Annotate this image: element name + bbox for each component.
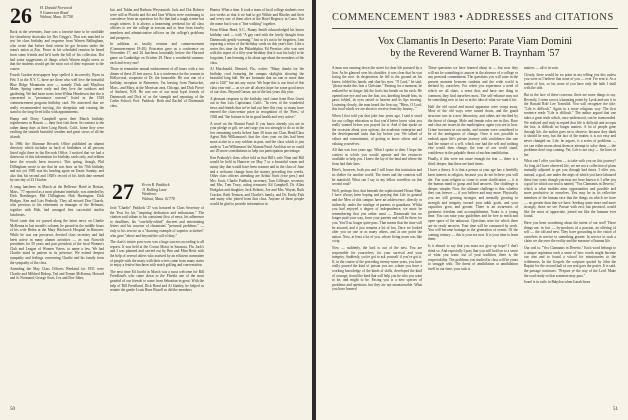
left-page	[0, 0, 312, 420]
paragraph: What can I offer you then — to take with you on this journey? As long as I have observed life, we are not a collection of plans mutually adjusted to get you through bad times. I offer you, instead, a goal, one under the aegis of which you have laboured these four years though you may not have known it. I offer you a goal for which our seal is named, "Vox Clamantis in Deserto," which is what enables aims opportunities and possible and more productive in ourselves. You may be in its reflective members of the human race that the things on which we have — no greater than that we have. Seeking some more and more strongly, those we see. Pursue with zest, but persisted, would like the most of appreciate, joined me like the humans ever found.	[524, 159, 616, 219]
paragraph: These questions we have learned about in — but now they will not be something to answer in the absence of a college or any personal commitment. The questions you will raise in the present moment between students and the wide world is defined by ourselves. For when you experience a need of which we all share, a sense that, and have one thing in common, they find ourselves most. The self-reliance may not be something new in fact or at the idea of what we want it for.	[428, 66, 518, 103]
running-header: COMMENCEMENT 1983 • ADDRESSES and CITATIONS	[332, 12, 614, 23]
paragraph: Half the old social and moral apparatus were swept away. Most of the old ways were turned down, and the grand structure was in a new laboratory, and others are terrified by the threat of change. Mole and female roles are in flux. Race and class are issues in the marketplace, again you see in how. Crime increases in our midst, and women were considered to be of the ambiguous of change. Once it was possible to embark upon life's private journey with confidence that one had the nature of a self, which one had the self and nothing else would then change, the tone of our world stand, confidence in the palpable threat of nuclear annihilation.	[428, 104, 518, 155]
paragraph: A word on the Alumni Fund: If you know already you are in your pledge or gift, we can't urge you too strongly to do so in the few remaining weeks before June 30 from our Class Head/Class Agent Bob Williamson's that the class year on this had been more active in a way seldom in past, and the class which is just aside to 'Lou Williamson' the Alumni Fund. And that we so could use 29 more contributions to help our participation percentage.	[210, 121, 304, 154]
paragraph: Our seal is: "Vox Clamantis in Deserto." Each word belongs to a unique aspiration each a sense of how words might become our aim and to found a school for missionaries to the wilderness. In the Gospels the scripture quoted by John the Baptist for the second half of our seal goes the poster. It is said, the passage continues: "Prepare ye the way of the Lord. Make the road ready so that someone may pass."	[524, 245, 616, 278]
paragraph: Back in the seventies, June was a favorite time to be available for strawberry shortcake for Des Griggs's. That was matched to test for class birthday and response from Warren Ballingham, who wrote that before final retreat he got lectures under the team's union at Zoo. Peace in his scheduled reunion he heard from some friends and he'd trade the hill of his collection. Dot had some suggestions of things which Warren might stress so that the students would get the most out of their exposure to the course.	[10, 30, 104, 71]
paragraph: Finally, if this were not cause enough for fear — there is a third, deeper, that these are hard times.	[428, 157, 518, 166]
paragraph: A man was running down the street for dear life pursued by a lion. As he glanced over his shoulder, it was clear that he was losing the race. In desperation, he fell to the ground on his knees, folded his hands, and shut his eyes. "O Lord," he said, "please make this lion a Christian." Pausing for a moment, he realized he no longer felt the lion's hot breath on his neck. He opened one eye and saw the lion, too, kneeling beside him, its paws folded, its eyes raised to heaven and its lips moving. Listening closely, the man heard the lion say, "Bless, O Lord, this food which we are about to receive from thy bounty..."	[332, 66, 422, 112]
column-1	[10, 30, 104, 400]
class-secretary-address-27: Ervin R. Paddock 11 Rolling Lane Westboro Walnut, Mass. 01778	[142, 183, 175, 202]
paragraph: When I first told you that joke four years ago, I said it stood for our college education so that you'd better know what you really wanted before you prayed for it. And if that spoke on the occasion about your options, the academic enterprise and the developmental tasks that lay before you. We talked of values and commitment, of getting to know others and of valuing yourselves.	[332, 113, 422, 146]
paragraph: matters — all is in vain.	[524, 66, 559, 70]
paragraph: I have a theory. It is that a person at your age has a fearfully keen interest in religion, because you do not believe you will die. You want religion to come to some clarification — it is the human mind to grasp and find answers. Our challenge is deeper, simpler. Now, the ultimate challenge is this: whether they can forever — if you believe and may more. Physically you are still growing stronger, and mentally growing in strength and integrity toward your adult goals, and your capacities grow and greater. There is an awareness of greatness freedom and accomplishment. Yours is a young time. You can raise your guidelines and be free to reach and open space of the unknown. Questions arise for which there are no ready answers. Your time will be consumed by work. You will become homage to the generation of events. Of the coming century — this is your era now. It is your time to learn them.	[428, 168, 518, 242]
paragraph: In addition, as faculty reunion and commencement (Commencement 18-20), Princeton gave us a conference on November 17, and 26 luncheon honorably before the Harvard game on Cambridge on October 29. Have a wonderful summer, each and every one!	[110, 42, 204, 65]
column-2	[428, 66, 518, 404]
paragraph: Fourth Gordon newspapers kept spelled it incorrectly. Ryan in Feb. 5 in the N.Y. C. there are those who well love the beautiful Blue Ridge Mountains now — namely Dick and Mayflora Maier. Spring comes early and they love the outdoors and gardening. We had more notes from Wilma Henderson that she is concerned to "pronounce concern" listed in the 1929 commencement program birthday card. We answered that we really recommended moving, the sheepskin and rotating the stand to the long-lived folks with appointments.	[10, 73, 104, 115]
paragraph: A snug luncheon in March at the Bellevue Hotel in Boston, Mass., '77 reported as a most pleasant interlude, was attended by Dick Bomberger, Phil Dillingham, Hub Harrington, Dick Hodges, Ken and Lois Peabody. They all missed Don Church, who previous to his retirement as manager of the Belmont, together with Hub, had arranged first successful similar luncheons.	[10, 185, 104, 217]
paragraph: Here's, however, both you and I will leave this institution and its shelter for another world. The times and the contexts will be manifold. What can I say to my fellow travellers on this second road?	[332, 168, 422, 187]
column-1	[332, 66, 422, 404]
header-rule	[332, 28, 618, 29]
title-byline: by the Reverend Warner B. Traynham '57	[390, 48, 560, 59]
paragraph: In 1960, the Alumnae Records Office published an alumni directory which includes us back of birthdates of all persons listed right there in the Records Office. I noticed that we had a dozen out of this information for birthday cards only, and seldom have the records been incorrect. This spring, though, Phil Dillingham wrote to me that he was born on his 70th birthday and not yet 1985 was his heading again on Easter Sunday, and also that his second and 1920's record of his birth date seemed by one day of 23 October.	[10, 141, 104, 183]
paragraph: A pleasant response to the birthday card came from Ross Guest out in San Luis Capistrano, Calif.: "In view of the wonderful news and friends that we've had out here this year, so many have entered the class-senior prize in recognition of the 'Fires,' of 1928 and "the fortune to be in good health and very active."	[210, 96, 304, 120]
paragraph: Word came that we passed along the latest news on Charlie McKenna in last month's column, he passed in the middle hours of his wife Helen at the Mary Hitchcock Hospital in Hanover. While he was our precursor, devoted class secretary and had been active in many alumni activities — as was Norwich presidents for 50 years and past president of the local Women's Club and League of Women Voters, to name a few. We had Charlie mind in pattern in its presence. We extend deepest sympathy and feelings concerning Charlie and his family from the sympathy of the class.	[10, 219, 104, 265]
paragraph: Those in remember annual endorsement of all hours with a two dinner of these 25 feet across. It is a conference for the women in Hollywood, cooperate of Dr. the honorable. He was one of a birthday reception in Parmenter, I'm leaving from Nantucket, Mass., and Mary, at the Morrison area, Chicago, and Dick Pierce of Amherst, N.H. He was one of our most loyal friends of Dartmouth and Dick of us the strength and reporting of the Carlin School, Prof. Paddock. Both and Rachel of Dartmouth class.	[110, 67, 204, 108]
paragraph: Clearly, there would be no point in my telling you this unless you were as I believe that none of you — ever I've sent it. As a matter of fact, so far, none of you have only the faith I shall with the title.	[524, 72, 616, 91]
title-line-1: Vox Clamantis In Deserto: Parate Viam Domini	[377, 36, 573, 47]
paragraph: Al Macdonald, Olmsted, Fla., writes: "Many thanks for the birthday card featuring the campus skylights showing the beautiful long hall. We are fortunate that no one or more than one is 102!" but not any worse. We hope this is our final of this class year end — as we are all always hope for some good news of our class. Beyond Caesar, not of the last years this year.	[210, 67, 304, 95]
paragraph: Attending the May Class Officers Weekend for 1951 were Charlie and Mildred Bishop, Ted and Tennie McKenna, Howard and Jo Normand, George Scott, Les and Doe Taber,	[10, 267, 104, 281]
paragraph: The next time Ed Jacobi in March was a most welcome for Bill Freedland's who came down to the Florida one of the most grateful of our friends to come from Sebastian in great. With the help of Bill Freedland, Dick Bond and Al Stanley, he helped us reunite the gentle Louis Horn Bissell as did the members	[110, 269, 204, 293]
article-title	[336, 36, 614, 60]
paragraph: All that was four years ago. What I spoke to then, I hope the context in which you would operate and the resources available to help you. I knew the lay of the land and where the lions had their lairs.	[332, 148, 422, 166]
paragraph: Hunter. What a time. It took a team of local college students over two weeks so that it we had to get Wilkie and Rhodes and their and every one of them alive at the Hotel Regency in Cairo. Not the name but it was a "fine walking" together.	[210, 8, 304, 26]
class-number-27: 27	[112, 179, 134, 204]
page-number: 50	[10, 407, 15, 412]
column-3	[524, 66, 616, 404]
paragraph: Ken Peabody's class office told us that Bill's wife Nina and Bill would be held in Hanover on May 7 to a beautiful warm and sunny day that would have been warmer and in the class of June and a welcome change from the stormy preceding few weeks. Other class officers attending are Arthur Scott (vice pres.) and Mrs. Scott; Charlie Paddock, secretary; Tom Gillespie, secretary and Mrs. Tom Tracy, acting treasurer; Ed Campbell, Dr. Allan Hodgdon and daughter; Jack Roberts, Joe and Mrs. Wayne, Ruth Cracker, Ruth Tenison, and Charlie's family, and Dr. Emily Fish and many who joined from that class. Anyone of these people would be glad to provide information in	[210, 155, 304, 206]
paragraph: From Hilton Head, S.C., Bunny Smith acknowledged his honor birthday card — with "A gay card with the lovely thought from Dartmouth; gently warming." Just so it's not to be forgotten, I am reporting a series of the birthday cards on this year's line. Like a series this time for the Philadelphia. Ed Prentice, who was sent with the report of a fifty-year-birthday (but it was his lady) to be forgotten, I am learning a lot about age about the members of the class.	[210, 28, 304, 65]
paragraph: but, and Tubba and Barbara Weysmouth. Jack and Dot Roberts were still in Florida and Art and Jane Wilson were continuing to convalesce from an operation for Art that had a tough winter but rough winters. It is always a heartening weekend for all class officers to see the college in session and to hear from faculty members and administrative officers on the college's problems and prospects.	[110, 8, 204, 40]
paragraph: Well, perhaps first, that beneath the sophisticated House Man, I have always been hoping and praying that Life in general and the Men of this campus have an adolescence, directly or indirectly, under the tutelage of parents or guardians. Whilst you had enjoyed a degree of independence, we must be remembering that you rather must — Dartmouth has no longer paid your way, from your parents and will be there for you. You'll no longer quite pass. That means that the time will be assured, and it just remains a lot of fun. Once we looked after you on one or as many others, and at one point the nation. Now, at least a lot of you, whose living room was like a trip.	[332, 188, 422, 244]
class-secretary-address-26: H. Donald Norwood 9 Gamerson Road Walnut, Mass. 01758	[40, 6, 73, 20]
page-number: 51	[613, 407, 618, 412]
right-page	[316, 0, 628, 420]
paragraph: But in the face of these concerns, there are some things to say. Recently, I came across a haunting poem by Lyrik and saw it in the Ronald Rolf Lee Transfild. You will recognize the title: "Life is difficult." Again in a more religious way. The first sentence reads "Life is difficult." The author argued that one takes a great truth which, once understood, can be transcended. We realized and truly accepted that life is difficult and accepts the fact, is difficult no longer matters. A lot of people gone through life, the author goes on to observe, because they think it should be easy, but the fact of the matter, it is not easy and never changed on. Life, he argues, is a series of problems — we can either moan about them or attempt to solve them — the problems don't stop coming. Yet, Life is not easy — the lines of her.	[524, 92, 616, 157]
paragraph: Is it absurd to say that you must not give up hope? I don't think so. And especially I pray that you will hold on to a sense of what you want: out of your tradition, there is the respectability. The problems you studied in class will be yours to struggle with. The threat of annihilation or annihilation itself in our time, your task is	[428, 243, 518, 271]
column-2-bottom	[110, 206, 204, 402]
paragraph: Israel is in exile in Babylon when Isaiah hears	[524, 280, 591, 285]
class-number-26: 26	[10, 3, 32, 28]
paragraph: Josh "Charlie" Paddock '27 was honored in Class Secretary of the Year for his "inspiring dedication and enthusiasm." The citation said tribute to his consistent flow of news, his adherence to deadlines, his "carefully-edited" discreet and entertaining letters and his concern of classmates' "personal problems." — only to his service as a "drawing example of superior activities" who gave "above and beyond the call of duty."	[110, 206, 204, 238]
paragraph: The class's winter pow-wow was a huge success according to all reports. It was held at the Crown Motor in Sarasota, Fla. Jack's and I was planned and carried out by Ben and Mim Beck with the help of several others who assisted by an efficient committee of people with the many with their wives came from many states to enjoy a festive luncheon with much golfing and conversation.	[110, 240, 204, 268]
paragraph: Now — suddenly, the lord is out of the nest. You are responsible for yourselves, for your survival and your integrity. Suddenly, you're got to ask yourself if you've got it. If, in the course of the preceding twenty-some years, you have really poured the kind of person you are, whom you have a working knowledge of the kinds of skills, developed the kind of courage, found the kind that will help you be who you want to be, and might to be. Facing you is a new species of problems and questions, but they are not unanswerable. What you have learned	[332, 245, 422, 292]
paragraph: Hump and Dorry Campbell spent their March birthday togetherness in Hawaii — their first visit there. In contrast to the rather damp days at their Long Beach, Calif., home they were exulting the smooth beautiful weather and great views of all the islands.	[10, 116, 104, 140]
column-3	[210, 8, 304, 402]
paragraph: Have you been wondering about the intent of our seal? These things are, in fact — by-products of a passion, an offering of self — the old and new. They have grounding in the vision of ourselves in service to something greater. In service to such a claim we discover the reality and the measure of human life.	[524, 221, 616, 244]
column-2-top	[110, 8, 204, 178]
